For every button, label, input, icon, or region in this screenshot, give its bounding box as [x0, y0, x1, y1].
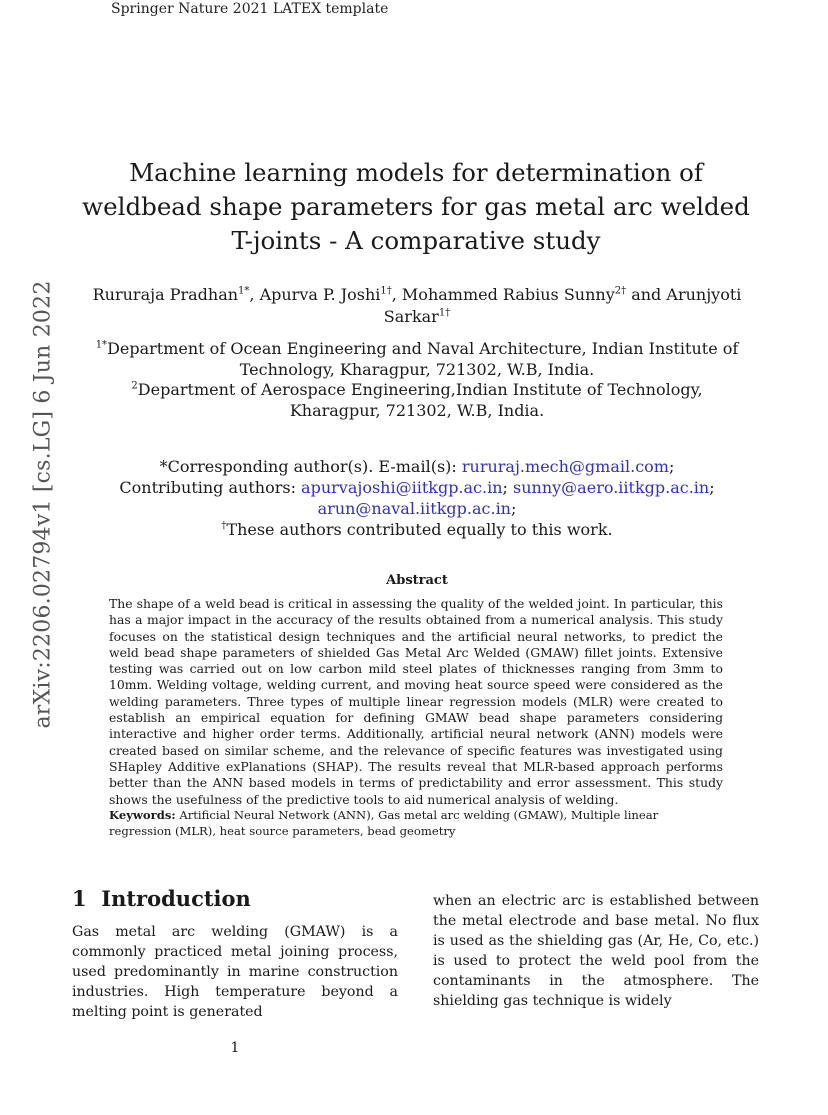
arxiv-identifier: arXiv:2206.02794v1 [cs.LG] 6 Jun 2022 — [30, 279, 56, 729]
author-name: Arunjyoti Sarkar — [383, 285, 742, 326]
section-title: Introduction — [101, 886, 251, 911]
keywords-label: Keywords: — [109, 808, 176, 822]
author-separator: and — [626, 285, 667, 304]
abstract-text: The shape of a weld bead is critical in assessing the quality of the welded joint. In particular, this has a major impact in the accuracy of the results obtained from a numerical analysis. This study focuses on the statistical design techniques and the artificial neural networks, to predict the weld bead shape parameters of shielded Gas Metal Arc Welded (GMAW) fillet joints. Extensive testing was carried out on low carbon mild steel plates of thicknesses ranging from 3mm to 10mm. Welding voltage, welding current, and moving heat source speed were considered as the welding parameters. Three types of multiple linear regression models (MLR) were created to establish an empirical equation for defining GMAW bead shape parameters considering interactive and higher order terms. Additionally, artificial neural network (ANN) models were created based on similar scheme, and the relevance of specific features was investigated using SHapley Additive exPlanations (SHAP). The results reveal that MLR-based approach performs better than the ANN based models in terms of predictability and error assessment. This study shows the usefulness of the predictive tools to aid numerical analysis of welding. — [109, 596, 723, 807]
author-mark: 1† — [438, 307, 451, 319]
body-column-left: Gas metal arc welding (GMAW) is a commonly practiced metal joining process, used predominantly in marine construction industries. High temperature beyond a melting point is generated — [72, 924, 398, 1020]
author-mark: 2† — [614, 285, 627, 297]
affiliation-mark: 1* — [95, 339, 108, 351]
equal-mark: † — [221, 520, 227, 532]
author-mark: 1† — [380, 285, 392, 297]
equal-text: These authors contributed equally to this work. — [226, 520, 613, 539]
section-number: 1 — [72, 886, 87, 911]
corresponding-email-link[interactable]: rururaj.mech@gmail.com — [461, 457, 669, 476]
author-mark: 1* — [238, 285, 250, 297]
author-name: Rururaja Pradhan — [92, 285, 239, 304]
contributing-label: Contributing authors: — [119, 478, 302, 497]
abstract-heading: Abstract — [386, 573, 448, 588]
author-name: Apurva P. Joshi — [259, 285, 381, 304]
author-name: Mohammed Rabius Sunny — [401, 285, 615, 304]
affiliation-2 — [84, 379, 750, 421]
keywords — [109, 808, 723, 839]
running-header — [111, 1, 388, 17]
keywords-text: Artificial Neural Network (ANN), Gas metal arc welding (GMAW), Multiple linear regression (MLR), heat source parameters, bead geometry — [109, 808, 659, 838]
paper-title: Machine learning models for determination of weldbead shape parameters for gas metal arc welded T-joints - A comparative study — [82, 158, 750, 255]
email-link-joshi[interactable]: apurvajoshi@iitkgp.ac.in — [301, 478, 503, 497]
contributing-line: Contributing authors: apurvajoshi@iitkgp.ac.in; sunny@aero.iitkgp.ac.in; — [119, 478, 715, 497]
corresponding-label: *Corresponding author(s). E-mail(s): — [159, 457, 462, 476]
affiliation-mark: 2 — [131, 380, 138, 392]
email-link-sunny[interactable]: sunny@aero.iitkgp.ac.in — [513, 478, 710, 497]
section-heading — [72, 886, 251, 911]
author-separator: , — [249, 285, 260, 304]
affiliation-text: Department of Aerospace Engineering,Indian Institute of Technology, Kharagpur, 721302, W.B, India. — [137, 380, 703, 420]
author-list — [84, 284, 750, 328]
contact-info — [84, 456, 750, 540]
body-column-right: when an electric arc is established between the metal electrode and base metal. No flux is used as the shielding gas (Ar, He, Co, etc.) is used to protect the weld pool from the contaminants in the atmosphere. The shielding gas technique is widely — [433, 893, 759, 1009]
running-header-text: Springer Nature 2021 LATEX template — [111, 1, 389, 17]
author-separator: , — [391, 285, 402, 304]
equal-contribution-note — [84, 519, 750, 540]
affiliation-text: Department of Ocean Engineering and Naval Architecture, Indian Institute of Technology, Kharagpur, 721302, W.B, India. — [107, 339, 739, 379]
page-number: 1 — [230, 1040, 240, 1056]
arxiv-sidebar — [28, 248, 58, 760]
contributing-line-2: arun@naval.iitkgp.ac.in; — [317, 499, 517, 518]
corresponding-line: *Corresponding author(s). E-mail(s): rururaj.mech@gmail.com; — [159, 457, 675, 476]
affiliation-1 — [84, 338, 750, 380]
email-link-sarkar[interactable]: arun@naval.iitkgp.ac.in — [317, 499, 511, 518]
